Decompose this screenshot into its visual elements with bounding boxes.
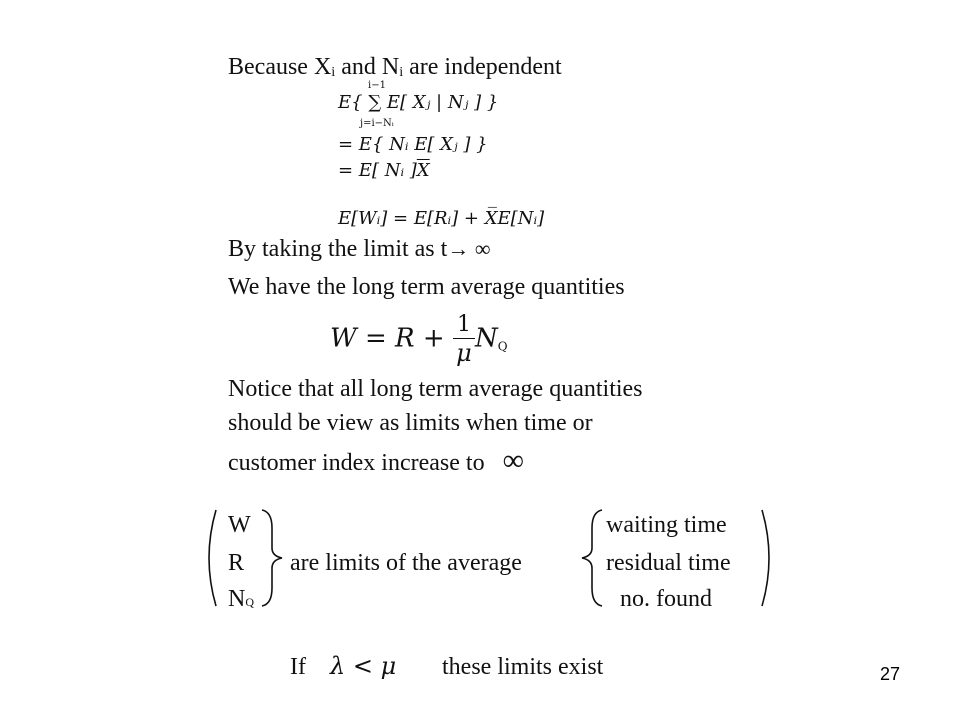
limit-statement: By taking the limit as t→ ∞ xyxy=(228,236,491,262)
right-item-residual-time: residual time xyxy=(606,550,731,576)
notice-line-3: customer index increase to ∞ xyxy=(228,444,524,477)
sum-lower-limit: j=i−Nᵢ xyxy=(360,118,394,129)
left-item-nq: NQ xyxy=(228,586,255,612)
condition-text: these limits exist xyxy=(442,654,604,680)
waiting-time-expectation: E[Wᵢ] = E[Rᵢ] + X̅E[Nᵢ] xyxy=(338,208,545,229)
left-open-paren xyxy=(196,508,220,608)
left-close-brace xyxy=(258,508,286,608)
limits-of-average-text: are limits of the average xyxy=(290,550,522,576)
expectation-line-3: = E[ Nᵢ ]$\overline{X}$ xyxy=(338,160,430,181)
sum-upper-limit: i−1 xyxy=(368,80,386,91)
page-number: 27 xyxy=(880,664,901,684)
independence-statement: Because Xᵢ and Nᵢ are independent xyxy=(228,54,562,80)
condition-if: If xyxy=(290,654,306,680)
x-bar: $\overline{X}$ xyxy=(416,160,430,181)
condition-expression: λ < μ xyxy=(330,652,397,680)
infinity-symbol: ∞ xyxy=(502,444,524,477)
expectation-sum-line: E{ ∑ E[ Xⱼ | Nⱼ ] } xyxy=(338,92,499,113)
expectation-line-2: = E{ Nᵢ E[ Xⱼ ] } xyxy=(338,134,488,155)
left-item-w: W xyxy=(228,512,251,538)
right-item-waiting-time: waiting time xyxy=(606,512,727,538)
long-term-statement: We have the long term average quantities xyxy=(228,274,625,300)
fraction-one-over-mu: $\frac{1}{\mu}$ xyxy=(453,312,475,367)
right-close-paren xyxy=(758,508,782,608)
right-item-no-found: no. found xyxy=(620,586,712,612)
left-item-r: R xyxy=(228,550,245,576)
notice-line-1: Notice that all long term average quantities xyxy=(228,376,643,402)
main-formula: W = R + $\frac{1}{\mu}$ $N_Q$ xyxy=(330,312,508,367)
right-open-brace xyxy=(578,508,606,608)
notice-line-2: should be view as limits when time or xyxy=(228,410,593,436)
